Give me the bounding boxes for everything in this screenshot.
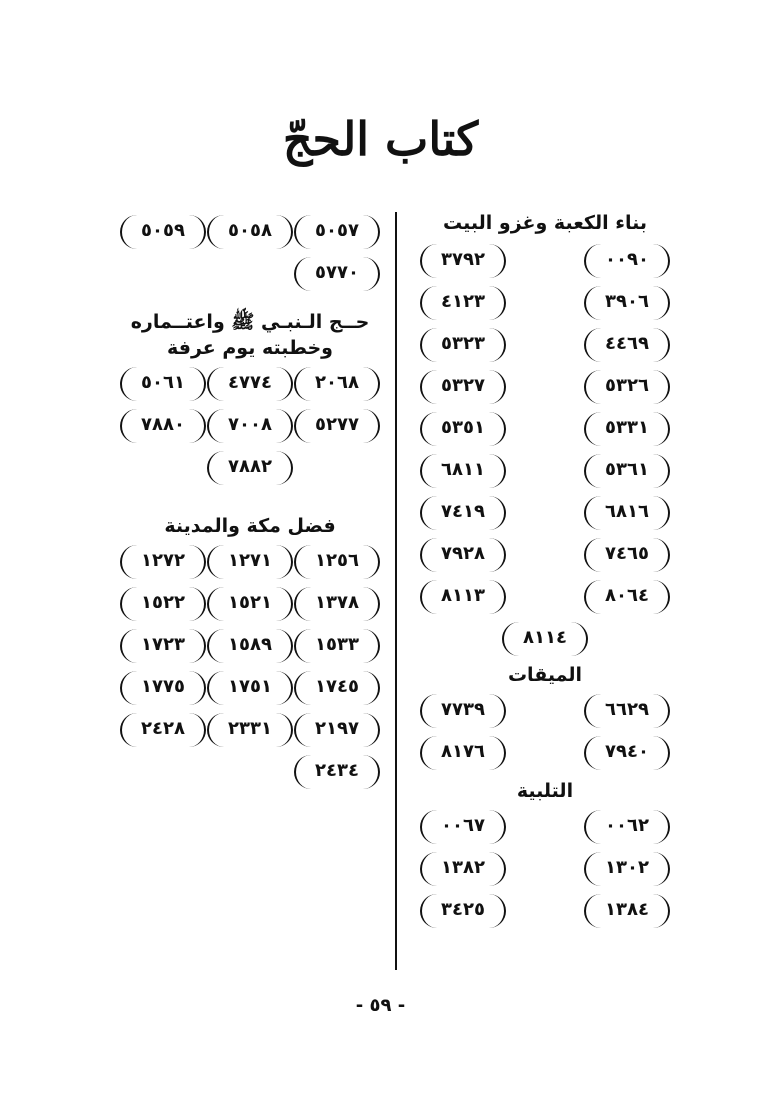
number-badge: ٠٠٩٠: [584, 244, 670, 278]
number-badge: ٥٠٦١: [120, 367, 206, 401]
number-badge: ٥٠٥٧: [294, 215, 380, 249]
number-badge: ٧٩٢٨: [420, 538, 506, 572]
number-badge: ٨١٧٦: [420, 736, 506, 770]
number-badge: ٦٦٢٩: [584, 694, 670, 728]
number-badge: ٧٨٨٢: [207, 451, 293, 485]
number-badge: ٥٣٢٦: [584, 370, 670, 404]
number-badge: ١٢٥٦: [294, 545, 380, 579]
section-heading: فضل مكة والمدينة: [164, 515, 336, 537]
number-badge: ٥٣٣١: [584, 412, 670, 446]
number-badge: ١٥٨٩: [207, 629, 293, 663]
number-badge: ١٢٧٢: [120, 545, 206, 579]
number-badge: ١٥٢١: [207, 587, 293, 621]
number-badge: ٥٢٧٧: [294, 409, 380, 443]
right-column: [420, 210, 670, 936]
number-list: [420, 244, 670, 622]
section-heading: بناء الكعبة وغزو البيت: [443, 212, 647, 234]
left-column: [120, 215, 380, 797]
number-badge: ٧٠٠٨: [207, 409, 293, 443]
number-badge: ١٧٤٥: [294, 671, 380, 705]
number-badge: ٥٣٦١: [584, 454, 670, 488]
number-badge: ٠٠٦٧: [420, 810, 506, 844]
number-list: [120, 545, 380, 797]
number-badge: ٥٠٥٨: [207, 215, 293, 249]
number-list: [120, 367, 380, 451]
number-badge: ٨١١٣: [420, 580, 506, 614]
number-badge: ١٧٢٣: [120, 629, 206, 663]
number-badge: ٢٣٣١: [207, 713, 293, 747]
number-badge: ٥٣٢٣: [420, 328, 506, 362]
column-divider: [395, 212, 397, 970]
number-badge: ٢٤٢٨: [120, 713, 206, 747]
number-badge: ٣٧٩٢: [420, 244, 506, 278]
number-badge: ١٧٧٥: [120, 671, 206, 705]
section-heading: التلبية: [516, 780, 574, 802]
number-badge: ٣٩٠٦: [584, 286, 670, 320]
number-badge: ١٣٠٢: [584, 852, 670, 886]
number-list: [420, 694, 670, 778]
number-badge: ٦٨١١: [420, 454, 506, 488]
number-badge: ٠٠٦٢: [584, 810, 670, 844]
number-badge: ٥٣٥١: [420, 412, 506, 446]
number-badge: ١٢٧١: [207, 545, 293, 579]
number-badge: ٢١٩٧: [294, 713, 380, 747]
number-list: [120, 215, 380, 299]
number-badge: ٢٠٦٨: [294, 367, 380, 401]
number-badge: ٧٧٣٩: [420, 694, 506, 728]
number-badge: ١٥٣٣: [294, 629, 380, 663]
number-badge: ٨١١٤: [502, 622, 588, 656]
page-number: - ٥٩ -: [355, 995, 406, 1016]
number-badge: ٢٤٣٤: [294, 755, 380, 789]
number-badge: ٧٩٤٠: [584, 736, 670, 770]
section-heading: حــج الـنبـي ﷺ واعتــماره: [130, 311, 370, 333]
number-badge: ٧٨٨٠: [120, 409, 206, 443]
number-badge: ١٧٥١: [207, 671, 293, 705]
number-badge: ١٥٢٢: [120, 587, 206, 621]
number-list: [420, 810, 670, 936]
number-badge: ٨٠٦٤: [584, 580, 670, 614]
section-heading: الميقات: [507, 664, 583, 686]
number-badge: ٧٤١٩: [420, 496, 506, 530]
number-badge: ١٣٨٢: [420, 852, 506, 886]
number-badge: ٧٤٦٥: [584, 538, 670, 572]
number-badge: ٦٨١٦: [584, 496, 670, 530]
number-badge: ٥٠٥٩: [120, 215, 206, 249]
number-badge: ٤٧٧٤: [207, 367, 293, 401]
number-badge: ٥٣٢٧: [420, 370, 506, 404]
number-badge: ٤٤٦٩: [584, 328, 670, 362]
number-badge: ١٣٨٤: [584, 894, 670, 928]
number-badge: ٤١٢٣: [420, 286, 506, 320]
page-title: كتاب الحجّ: [282, 112, 479, 166]
number-badge: ٥٧٧٠: [294, 257, 380, 291]
number-badge: ٣٤٢٥: [420, 894, 506, 928]
section-subheading: وخطبته يوم عرفة: [166, 337, 333, 359]
number-badge: ١٣٧٨: [294, 587, 380, 621]
